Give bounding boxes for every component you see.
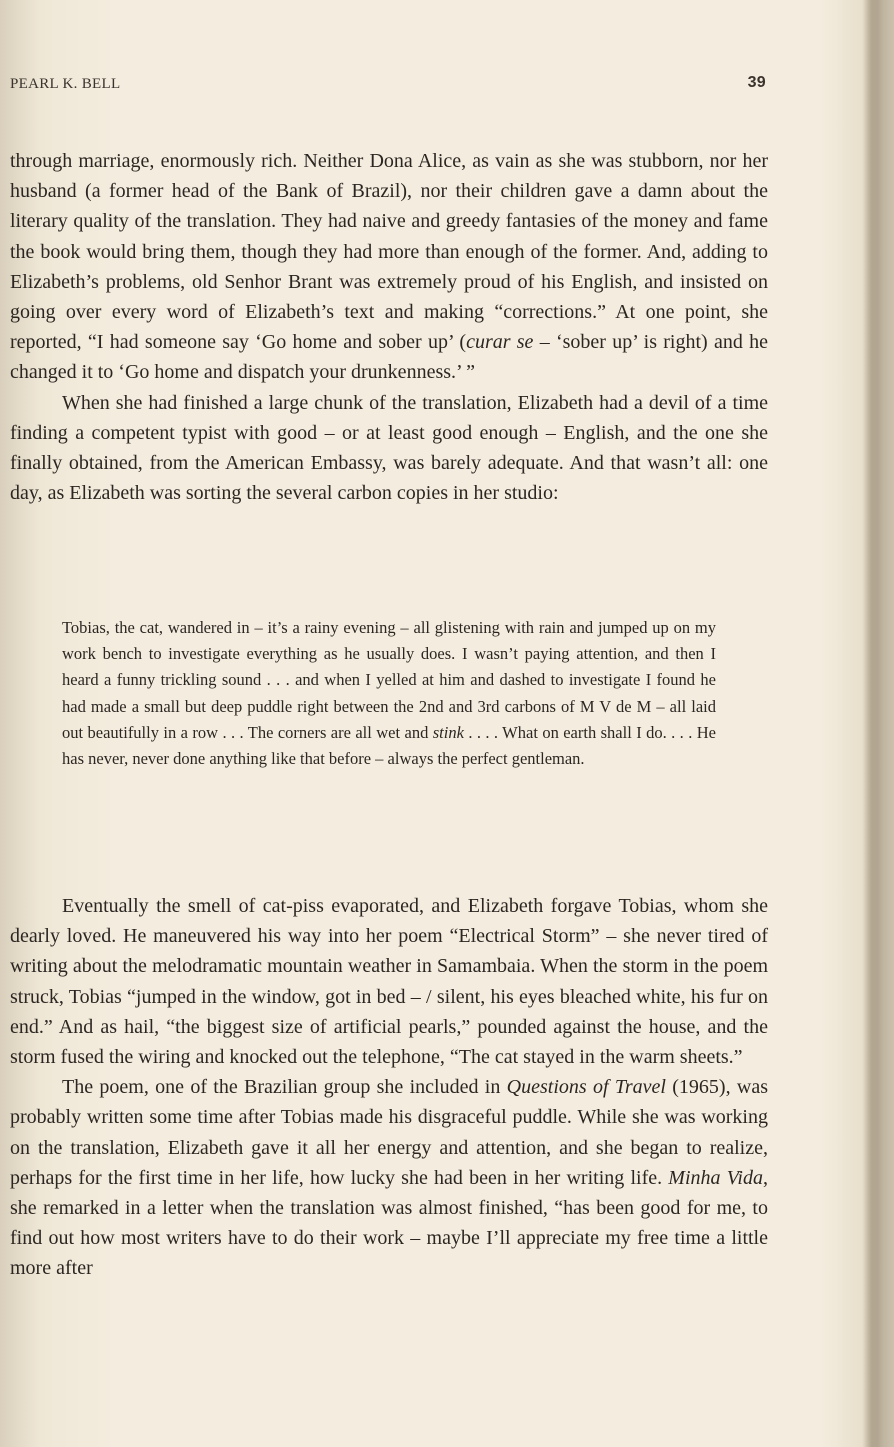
running-head-author: PEARL K. BELL [10,76,121,92]
page-edge-shadow [864,0,894,1447]
paragraph-4-end: , she remarked in a letter when the translation was almost finished, “has been good for me, to find out how most writers have to do their work – maybe I’ll appreciate my free time a little more after [10,1166,768,1280]
block-quote-end: . . . . What on earth shall I do. . . . He has never, never done anything like that before – always the perfect gentleman. [62,722,716,769]
paragraph-1 [10,146,768,388]
page-number: 39 [747,74,766,91]
paragraph-4-italic-title-2: Minha Vida [668,1166,763,1189]
block-quote-italic: stink [432,722,464,742]
paragraph-1-end: – ‘sober up’ is right) and he changed it to ‘Go home and dispatch your drunkenness.’ ” [10,331,768,384]
paragraph-2: When she had finished a large chunk of the translation, Elizabeth had a devil of a time finding a competent typist with good – or at least good enough – English, and the one she finally obtained, from the American Embassy, was barely adequate. And that wasn’t all: one day, as Elizabeth was sorting the several carbon copies in her studio: [10,391,768,505]
block-quote [62,615,716,772]
paragraph-4-mid: (1965), was probably written some time after Tobias made his disgraceful puddle. While she was working on the translation, Elizabeth gave it all her energy and attention, and she began to realize, perhaps for the first time in her life, how lucky she had been in her writing life. [10,1076,768,1189]
body-text-upper [10,146,768,508]
paragraph-4-start: The poem, one of the Brazilian group she included in [62,1076,507,1099]
paragraph-4-italic-title: Questions of Travel [506,1076,666,1099]
paragraph-1-text: through marriage, enormously rich. Neither Dona Alice, as vain as she was stubborn, nor her husband (a former head of the Bank of Brazil), nor their children gave a damn about the literary quality of the translation. They had naive and greedy fantasies of the money and fame the book would bring them, though they had more than enough of the former. And, adding to Elizabeth’s problems, old Senhor Brant was extremely proud of his English, and insisted on going over every word of Elizabeth’s text and making “corrections.” At one point, she reported, “I had someone say ‘Go home and sober up’ ( [10,150,768,354]
block-quote-text [62,615,716,772]
body-text-lower [10,891,768,1284]
paragraph-1-italic: curar se [466,331,534,354]
paragraph-3: Eventually the smell of cat-piss evaporated, and Elizabeth forgave Tobias, whom she dearly loved. He maneuvered his way into her poem “Electrical Storm” – she never tired of writing about the melodramatic mountain weather in Samambaia. When the storm in the poem struck, Tobias “jumped in the window, got in bed – / silent, his eyes bleached white, his fur on end.” And as hail, “the biggest size of artificial pearls,” pounded against the house, and the storm fused the wiring and knocked out the telephone, “The cat stayed in the warm sheets.” [10,895,768,1069]
block-quote-start: Tobias, the cat, wandered in – it’s a rainy evening – all glistening with rain and jumped up on my work bench to investigate everything as he usually does. I wasn’t paying attention, and then I heard a funny trickling sound . . . and when I yelled at him and dashed to investigate I found he had made a small but deep puddle right between the 2nd and 3rd carbons of M V de M – all laid out beautifully in a row . . . The corners are all wet and [62,618,716,742]
paragraph-4 [10,1072,768,1283]
